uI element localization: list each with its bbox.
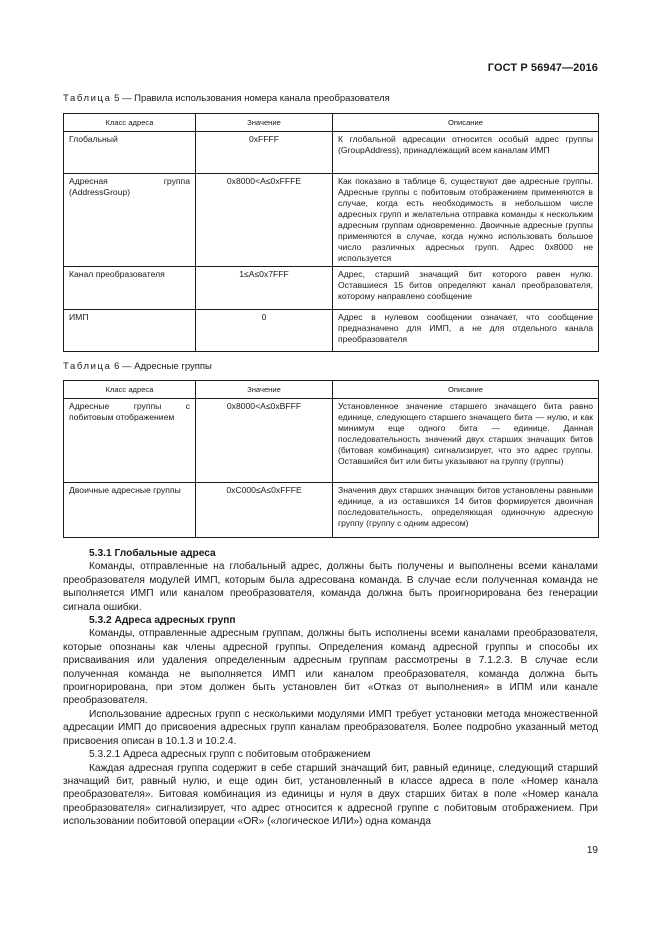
table-6: [63, 380, 599, 538]
table-cell: Установленное значение старшего значащего бита равно единице, следующего старшего значащего бита — нулю, и как минимум еще одного бита — единице. Данная последовательность значений двух старших значащих битов (битовая комбинация) сигнализирует, что это адрес группы. Оставшийся бит или биты указывают на группу (группы): [333, 399, 599, 483]
table-cell: 0x8000<A≤0xFFFE: [196, 174, 333, 267]
table-cell: Канал преобразователя: [64, 267, 196, 310]
column-header: Класс адреса: [64, 381, 196, 399]
table-5-caption-title: 5 — Правила использования номера канала преобразователя: [111, 93, 390, 104]
column-header: Класс адреса: [64, 114, 196, 132]
table-cell: Двоичные адресные группы: [64, 483, 196, 538]
table-cell: 0xFFFF: [196, 132, 333, 174]
table-row: [64, 132, 599, 174]
table-cell: Значения двух старших значащих битов установлены равными единице, а из оставшихся 14 битов формируется двоичная последовательность, определяющая одиночную адресную группу (группу с одним адресом): [333, 483, 599, 538]
paragraph: Использование адресных групп с несколькими модулями ИМП требует установки метода множественной адресации ИМП до присвоения адресных групп каналам преобразователя. Более подробно указанный метод присвоения описан в 10.1.3 и 10.2.4.: [63, 708, 598, 747]
column-header: Значение: [196, 381, 333, 399]
table-row: [64, 483, 599, 538]
table-cell: 0x8000<A≤0xBFFF: [196, 399, 333, 483]
table-cell: Адрес, старший значащий бит которого равен нулю. Оставшиеся 15 битов определяют канал преобразователя, которому направлено сообщение: [333, 267, 599, 310]
section-heading-5-3-2: 5.3.2 Адреса адресных групп: [89, 615, 236, 627]
table-cell: 1≤A≤0x7FFF: [196, 267, 333, 310]
table-cell: Адресные группы с побитовым отображением: [64, 399, 196, 483]
page-number: 19: [586, 845, 598, 856]
table-row: [64, 310, 599, 352]
table-6-caption: [63, 361, 212, 372]
table-cell: К глобальной адресации относится особый адрес группы (GroupAddress), принадлежащий всем каналам ИМП: [333, 132, 599, 174]
table-cell: Адресная группа (AddressGroup): [64, 174, 196, 267]
paragraph: Команды, отправленные адресным группам, должны быть исполнены всеми каналами преобразователя, которые опознаны как члены адресной группы. Определения команд адресной группы и способы их присваивания или удаления определенным адресным группам рассмотрены в 7.1.2.3. В случае если полученная команда не выполняется ИМП или каналом преобразователя, команда должна быть проигнорирована, при этом должен быть установлен бит «Отказ от выполнения» в ИПМ или канале преобразователя.: [63, 628, 598, 707]
column-header: Описание: [333, 114, 599, 132]
table-5-caption-word: Таблица: [63, 93, 112, 104]
table-cell: 0xC000≤A≤0xFFFE: [196, 483, 333, 538]
table-6-caption-word: Таблица: [63, 361, 112, 372]
section-heading-5-3-1: 5.3.1 Глобальные адреса: [89, 548, 216, 559]
subsection-heading-5-3-2-1: 5.3.2.1 Адреса адресных групп с побитовым отображением: [89, 749, 371, 761]
table-cell: ИМП: [64, 310, 196, 352]
column-header: Описание: [333, 381, 599, 399]
table-6-caption-title: 6 — Адресные группы: [111, 361, 212, 372]
paragraph: Команды, отправленные на глобальный адрес, должны быть получены и выполнены всеми каналами преобразователя модулей ИМП, которым была адресована команда. В случае если полученная команда не выполняется ИМП или каналом преобразователя, команда должна быть проигнорирована без генерации сигнала ошибки.: [63, 561, 598, 613]
table-cell: Как показано в таблице 6, существуют две адресные группы. Адресные группы с побитовым отображением применяются в случае, когда есть необходимость в небольшом числе адресных групп и желательна отправка команды к нескольким адресным группам одновременно. Двоичные адресные группы применяются в случае, когда нужно использовать большое число различных адресных групп. Адрес 0x8000 не используется: [333, 174, 599, 267]
paragraph: Каждая адресная группа содержит в себе старший значащий бит, равный единице, следующий старший значащий бит, равный нулю, и еще один бит, установленный в классе адреса в поле «Номер канала преобразователя». Битовая комбинация из единицы и нуля в двух старших битах в поле «Номер канала преобразователя» сигнализирует, что адрес относится к адресной группе с побитовым отображением. При использовании побитовой операции «OR» («логическое ИЛИ») одна команда: [63, 762, 598, 828]
table-row: [64, 267, 599, 310]
table-row: [64, 399, 599, 483]
table-5-caption: [63, 93, 390, 104]
table-cell: 0: [196, 310, 333, 352]
body-text: [63, 547, 598, 829]
table-header-row: [64, 114, 599, 132]
table-cell: Адрес в нулевом сообщении означает, что сообщение предназначено для ИМП, а не для отдельного канала преобразователя: [333, 310, 599, 352]
column-header: Значение: [196, 114, 333, 132]
table-cell: Глобальный: [64, 132, 196, 174]
standard-number: ГОСТ Р 56947—2016: [487, 62, 598, 74]
table-row: [64, 174, 599, 267]
table-5: [63, 113, 599, 352]
table-header-row: [64, 381, 599, 399]
